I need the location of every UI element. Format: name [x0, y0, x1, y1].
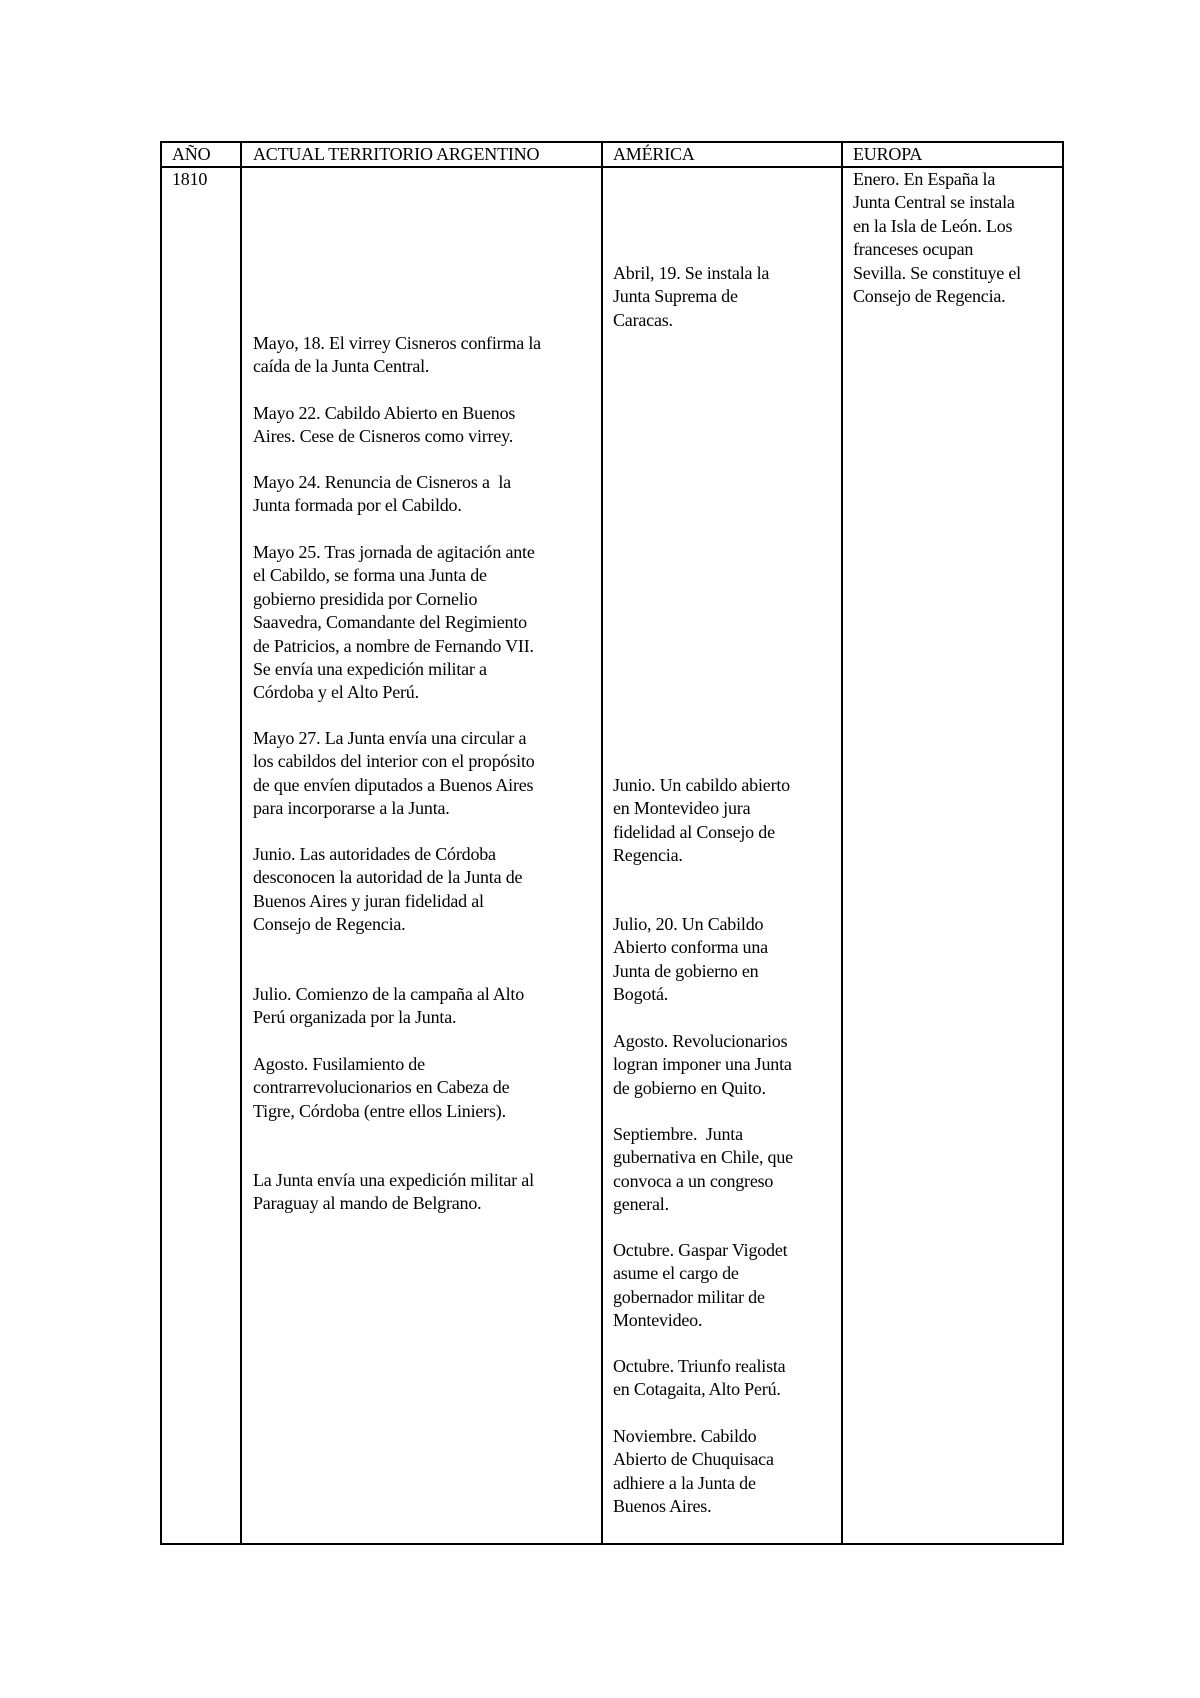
america-event: Octubre. Gaspar Vigodet asume el cargo de gobernador militar de Montevideo.	[613, 1240, 788, 1331]
argentina-event: Julio. Comienzo de la campaña al Alto Perú organizada por la Junta.	[253, 984, 525, 1028]
header-europa: EUROPA	[853, 144, 923, 164]
america-event: Abril, 19. Se instala la Junta Suprema de Caracas.	[613, 263, 770, 330]
argentina-event: Junio. Las autoridades de Córdoba desconocen la autoridad de la Junta de Buenos Aires y juran fidelidad al Consejo de Regencia.	[253, 844, 523, 935]
america-event: Junio. Un cabildo abierto en Montevideo jura fidelidad al Consejo de Regencia.	[613, 775, 790, 866]
argentina-event: La Junta envía una expedición militar al Paraguay al mando de Belgrano.	[253, 1170, 534, 1214]
argentina-event: Mayo 25. Tras jornada de agitación ante el Cabildo, se forma una Junta de gobierno presidida por Cornelio Saavedra, Comandante del Regimiento de Patricios, a nombre de Fernando VII. Se envía una expedición militar a Córdoba y el Alto Perú.	[253, 542, 535, 703]
column-divider-argentina	[601, 141, 603, 1545]
europa-event: Enero. En España la Junta Central se instala en la Isla de León. Los franceses ocupan Sevilla. Se constituye el Consejo de Regencia.	[853, 169, 1021, 307]
argentina-event: Mayo 27. La Junta envía una circular a los cabildos del interior con el propósito de que envíen diputados a Buenos Aires para incorporarse a la Junta.	[253, 728, 535, 819]
america-event: Septiembre. Junta gubernativa en Chile, que convoca a un congreso general.	[613, 1124, 793, 1215]
america-event: Noviembre. Cabildo Abierto de Chuquisaca adhiere a la Junta de Buenos Aires.	[613, 1426, 774, 1517]
argentina-event: Mayo, 18. El virrey Cisneros confirma la caída de la Junta Central.	[253, 333, 541, 377]
america-event: Julio, 20. Un Cabildo Abierto conforma una Junta de gobierno en Bogotá.	[613, 914, 768, 1005]
header-america: AMÉRICA	[613, 144, 695, 164]
argentina-event: Mayo 22. Cabildo Abierto en Buenos Aires. Cese de Cisneros como virrey.	[253, 403, 516, 447]
argentina-event: Agosto. Fusilamiento de contrarrevolucionarios en Cabeza de Tigre, Córdoba (entre ellos Liniers).	[253, 1054, 510, 1121]
column-divider-year	[240, 141, 242, 1545]
column-divider-america	[841, 141, 843, 1545]
america-event: Octubre. Triunfo realista en Cotagaita, Alto Perú.	[613, 1356, 786, 1400]
year-cell: 1810	[172, 169, 208, 189]
america-event: Agosto. Revolucionarios logran imponer una Junta de gobierno en Quito.	[613, 1031, 792, 1098]
header-argentina: ACTUAL TERRITORIO ARGENTINO	[253, 144, 540, 164]
header-year: AÑO	[172, 144, 211, 164]
argentina-event: Mayo 24. Renuncia de Cisneros a la Junta formada por el Cabildo.	[253, 472, 511, 516]
